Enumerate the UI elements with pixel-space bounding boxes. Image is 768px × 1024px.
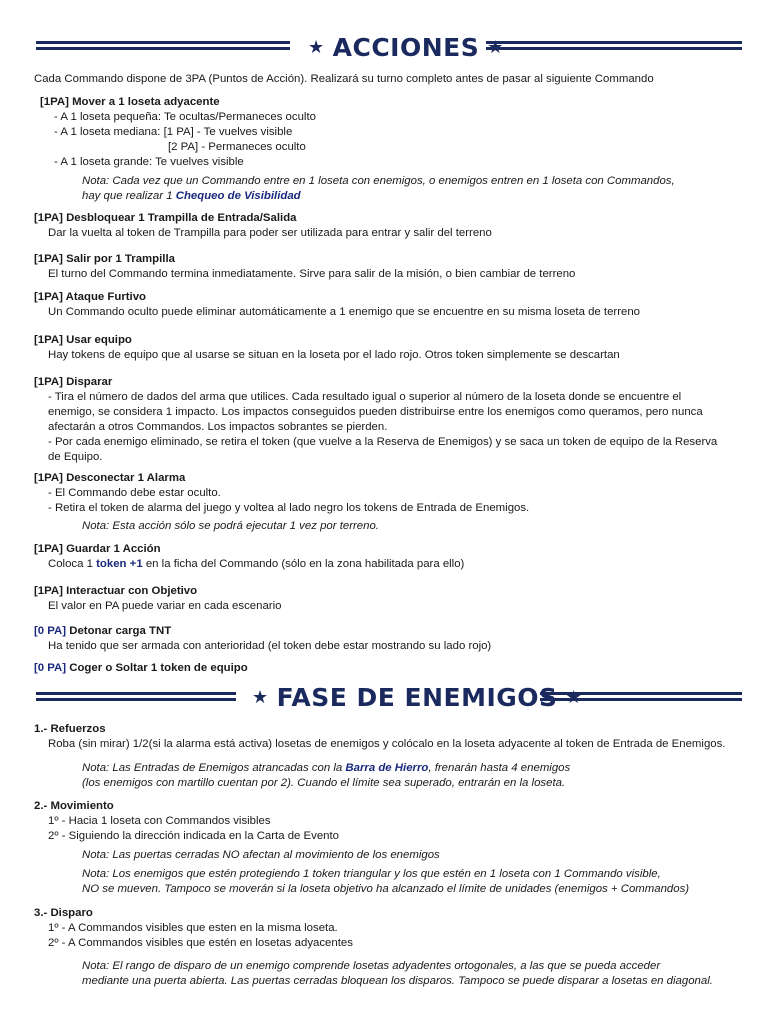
star-icon: ★ bbox=[565, 687, 583, 708]
action-line: Hay tokens de equipo que al usarse se situan en la loseta por el lado rojo. Otros token simplemente se descartan bbox=[48, 349, 620, 361]
action-line: Un Commando oculto puede eliminar automáticamente a 1 enemigo que se encuentre en su misma loseta de terreno bbox=[48, 306, 641, 318]
nota: Nota: Cada vez que un Commando entre en 1 loseta con enemigos, o enemigos entren en 1 loseta con Commandos, bbox=[82, 175, 675, 187]
phase-title: 1.- Refuerzos bbox=[34, 723, 106, 735]
action-title: [0 PA] Coger o Soltar 1 token de equipo bbox=[34, 662, 248, 674]
nota: Nota: Las puertas cerradas NO afectan al movimiento de los enemigos bbox=[82, 849, 440, 861]
action-desbloquear bbox=[34, 211, 748, 241]
nota: Nota: Los enemigos que estén protegiendo 1 token triangular y los que estén en 1 loseta con 1 Commando visible, bbox=[82, 868, 661, 880]
nota: Nota: Esta acción sólo se podrá ejecutar 1 vez por terreno. bbox=[82, 520, 379, 532]
action-line: El valor en PA puede variar en cada escenario bbox=[48, 600, 282, 612]
phase-line: 2º - A Commandos visibles que estén en losetas adyacentes bbox=[48, 937, 353, 949]
action-title: [1PA] Salir por 1 Trampilla bbox=[34, 253, 175, 265]
header-rule-left bbox=[36, 692, 236, 701]
action-ataque bbox=[34, 290, 748, 320]
action-title: [1PA] Ataque Furtivo bbox=[34, 291, 147, 303]
action-line: - Retira el token de alarma del juego y voltea al lado negro los tokens de Entrada de Enemigos. bbox=[48, 502, 530, 514]
action-coger bbox=[34, 661, 748, 676]
action-interactuar bbox=[34, 584, 748, 614]
action-guardar bbox=[34, 542, 748, 572]
action-title: [1PA] Usar equipo bbox=[34, 334, 132, 346]
action-line: Dar la vuelta al token de Trampilla para poder ser utilizada para entrar y salir del terreno bbox=[48, 227, 492, 239]
enemigos-title: ★ FASE DE ENEMIGOS ★ bbox=[252, 683, 583, 712]
action-line: [2 PA] - Permaneces oculto bbox=[168, 141, 306, 153]
action-line: afectarán a otros Commandos. Los impactos sobrantes se pierden. bbox=[48, 421, 388, 433]
enemigos-header bbox=[0, 682, 768, 714]
action-title: [1PA] Desconectar 1 Alarma bbox=[34, 472, 186, 484]
action-equipo bbox=[34, 333, 748, 363]
action-line: - A 1 loseta grande: Te vuelves visible bbox=[54, 156, 244, 168]
action-line: enemigo, se considera 1 impacto. Los impactos conseguidos pueden distribuirse entre los enemigos como queramos, pero nunca bbox=[48, 406, 703, 418]
action-title: [0 PA] Detonar carga TNT bbox=[34, 625, 172, 637]
action-title: [1PA] Interactuar con Objetivo bbox=[34, 585, 198, 597]
phase-title: 3.- Disparo bbox=[34, 907, 93, 919]
action-mover bbox=[40, 95, 748, 204]
action-line: - El Commando debe estar oculto. bbox=[48, 487, 221, 499]
action-line: - A 1 loseta pequeña: Te ocultas/Permaneces oculto bbox=[54, 111, 316, 123]
phase-line: 2º - Siguiendo la dirección indicada en la Carta de Evento bbox=[48, 830, 340, 842]
phase-title: 2.- Movimiento bbox=[34, 800, 114, 812]
header-rule-left bbox=[36, 41, 290, 50]
nota: NO se mueven. Tampoco se moverán si la loseta objetivo ha alcanzado el límite de unidades (enemigos + Commandos) bbox=[82, 883, 690, 895]
phase-line: 1º - Hacia 1 loseta con Commandos visibles bbox=[48, 815, 271, 827]
enemigos-movimiento bbox=[34, 799, 748, 897]
action-title: [1PA] Guardar 1 Acción bbox=[34, 543, 161, 555]
header-rule-right bbox=[486, 41, 742, 50]
action-line: El turno del Commando termina inmediatamente. Sirve para salir de la misión, o bien cambiar de terreno bbox=[48, 268, 576, 280]
action-line: Ha tenido que ser armada con anterioridad (el token debe estar mostrando su lado rojo) bbox=[48, 640, 492, 652]
action-line: Coloca 1 token +1 en la ficha del Commando (sólo en la zona habilitada para ello) bbox=[48, 558, 465, 570]
action-detonar bbox=[34, 624, 748, 654]
action-salir bbox=[34, 252, 748, 282]
nota: (los enemigos con martillo cuentan por 2). Cuando el límite sea superado, entrarán en la loseta. bbox=[82, 777, 566, 789]
enemigos-refuerzos bbox=[34, 722, 748, 791]
action-title: [1PA] Disparar bbox=[34, 376, 113, 388]
action-disparar bbox=[34, 375, 748, 465]
action-alarma bbox=[34, 471, 748, 534]
nota: mediante una puerta abierta. Las puertas cerradas bloquean los disparos. Tampoco se puede disparar a losetas en diagonal. bbox=[82, 975, 713, 987]
acciones-title: ★ ACCIONES ★ bbox=[308, 33, 504, 62]
nota: Nota: Las Entradas de Enemigos atrancadas con la Barra de Hierro, frenarán hasta 4 enemigos bbox=[82, 762, 571, 774]
nota: hay que realizar 1 Chequeo de Visibilidad bbox=[82, 190, 301, 202]
enemigos-disparo bbox=[34, 906, 748, 989]
acciones-intro: Cada Commando dispone de 3PA (Puntos de Acción). Realizará su turno completo antes de pasar al siguiente Commando bbox=[34, 73, 654, 85]
star-icon: ★ bbox=[308, 37, 325, 58]
nota: Nota: El rango de disparo de un enemigo comprende losetas adyadentes ortogonales, a las que se pueda acceder bbox=[82, 960, 661, 972]
header-rule-right bbox=[540, 692, 742, 701]
acciones-header bbox=[0, 34, 768, 62]
phase-line: 1º - A Commandos visibles que esten en la misma loseta. bbox=[48, 922, 338, 934]
action-line: - Por cada enemigo eliminado, se retira el token (que vuelve a la Reserva de Enemigos) y se saca un token de equipo de la Reserva bbox=[48, 436, 718, 448]
phase-line: Roba (sin mirar) 1/2(si la alarma está activa) losetas de enemigos y colócalo en la loseta adyacente al token de Entrada de Enemigos. bbox=[48, 738, 726, 750]
action-line: - A 1 loseta mediana: [1 PA] - Te vuelves visible bbox=[54, 126, 293, 138]
star-icon: ★ bbox=[487, 37, 504, 58]
star-icon: ★ bbox=[252, 687, 269, 708]
action-title: [1PA] Desbloquear 1 Trampilla de Entrada/Salida bbox=[34, 212, 297, 224]
action-title: [1PA] Mover a 1 loseta adyacente bbox=[40, 96, 220, 108]
action-line: - Tira el número de dados del arma que utilices. Cada resultado igual o superior al número de la loseta donde se encuentre el bbox=[48, 391, 682, 403]
action-line: de Equipo. bbox=[48, 451, 103, 463]
